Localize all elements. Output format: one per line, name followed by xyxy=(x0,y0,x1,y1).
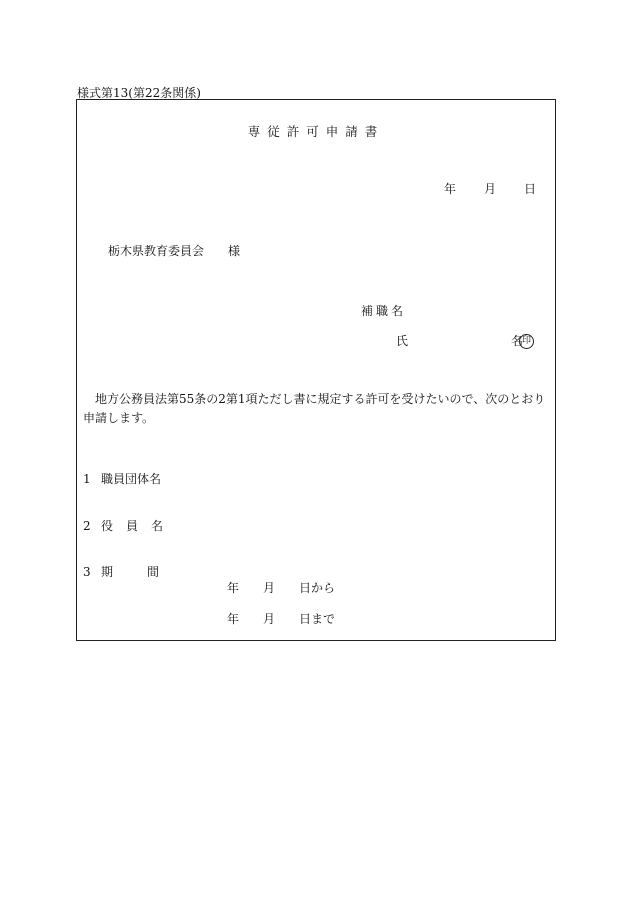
form-number-label: 様式第13(第22条関係) xyxy=(77,86,201,100)
item-number: 2 xyxy=(83,519,91,533)
form-title: 専従許可申請書 xyxy=(247,124,385,139)
period-start-year: 年 xyxy=(227,581,240,595)
date-year-label: 年 xyxy=(444,182,457,196)
signature-name-label-end: 名 xyxy=(511,334,524,348)
period-start-day: 日から xyxy=(299,581,336,595)
addressee-honorific: 様 xyxy=(228,244,241,258)
signature-post-label: 補職名 xyxy=(361,304,407,318)
item-organization-name xyxy=(83,470,161,487)
date-month-label: 月 xyxy=(484,182,497,196)
period-start xyxy=(227,579,335,596)
period-end-month: 月 xyxy=(263,612,276,626)
period-end-year: 年 xyxy=(227,612,240,626)
item-label: 職員団体名 xyxy=(101,472,162,486)
period-start-month: 月 xyxy=(263,581,276,595)
seal-mark: 印 xyxy=(519,334,534,349)
application-form-frame xyxy=(76,99,556,641)
period-end-day: 日まで xyxy=(299,612,336,626)
period-end xyxy=(227,610,335,627)
item-label: 期間 xyxy=(101,565,194,579)
signature-name-end xyxy=(511,332,534,349)
item-label: 役員名 xyxy=(101,519,177,533)
application-statement: 地方公務員法第55条の2第1項ただし書に規定する許可を受けたいので、次のとおり申請します。 xyxy=(83,392,546,425)
addressee xyxy=(108,242,240,259)
signature-name-label: 氏 xyxy=(396,334,409,348)
date-day-label: 日 xyxy=(524,182,537,196)
application-date xyxy=(444,180,536,197)
item-officer-name xyxy=(83,517,176,534)
addressee-name: 栃木県教育委員会 xyxy=(108,244,205,258)
item-number: 3 xyxy=(83,565,91,579)
item-period xyxy=(83,563,193,580)
item-number: 1 xyxy=(83,472,91,486)
